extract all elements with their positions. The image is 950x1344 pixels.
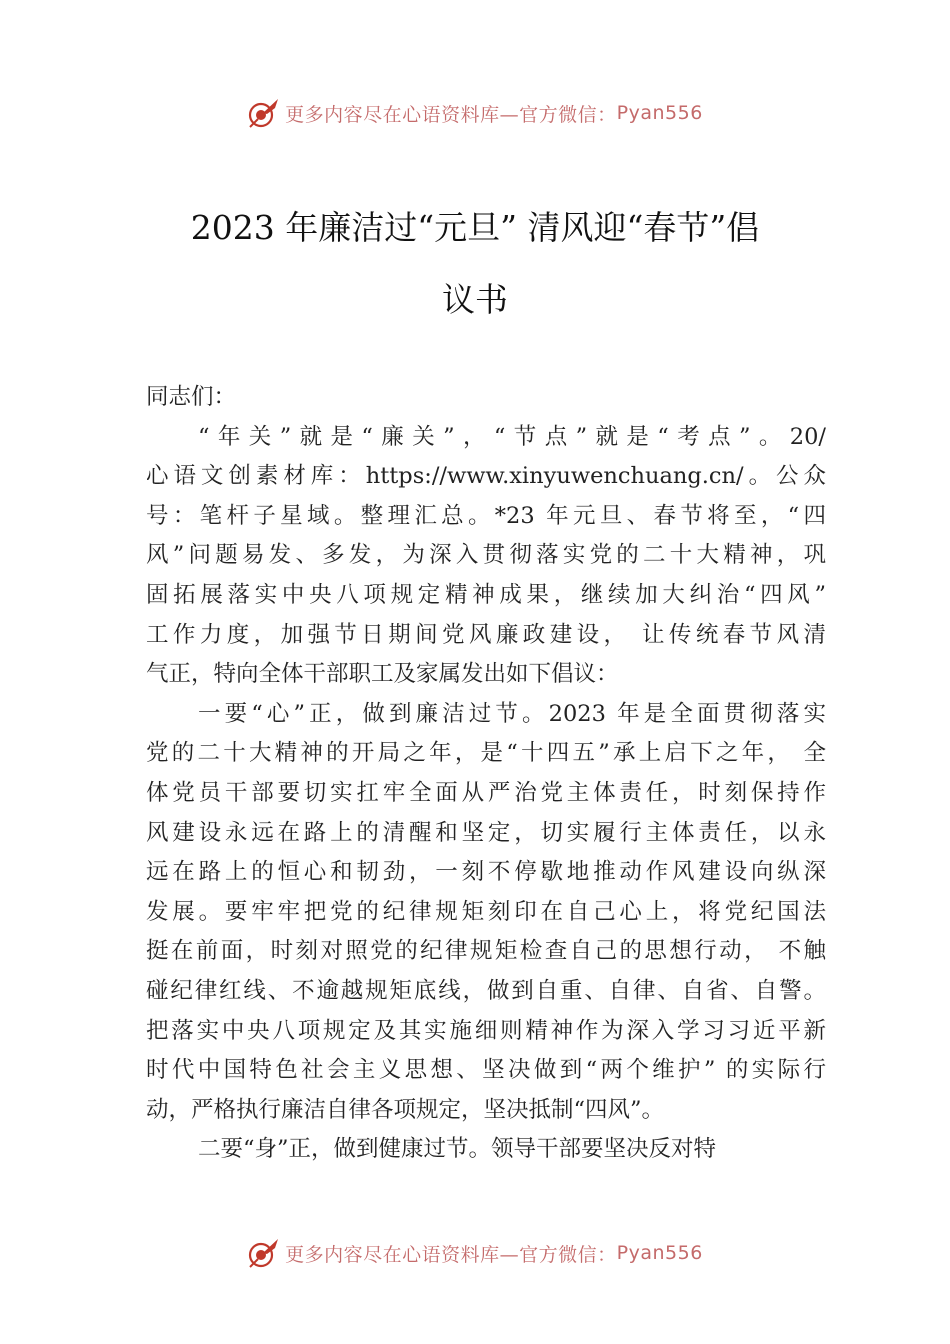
text-line: 时代中国特色社会主义思想、坚决做到“两个维护” 的实际行 (146, 1057, 826, 1084)
text-line: 体党员干部要切实扛牢全面从严治党主体责任，时刻保持作 (146, 779, 826, 806)
text-line: 发展。要牢牢把党的纪律规矩刻印在自己心上，将党纪国法 (146, 898, 826, 925)
salutation: 同志们： (146, 384, 237, 410)
watermark-wechat-id: Pyan556 (616, 1242, 703, 1264)
text-line: “年关”就是“廉关”，“节点”就是“考点”。20/ (198, 423, 826, 450)
feather-pen-seal-icon (247, 1236, 281, 1270)
document-body (146, 378, 826, 1170)
text-line: 气正，特向全体干部职工及家属发出如下倡议： (146, 661, 619, 688)
title-line-2: 议书 (442, 280, 508, 319)
text-line: 心语文创素材库：https://www.xinyuwenchuang.cn/。公众 (146, 463, 826, 490)
paragraph-2 (146, 695, 826, 1131)
watermark-text: 更多内容尽在心语资料库—官方微信： (285, 103, 617, 126)
text-line: 党的二十大精神的开局之年，是“十四五”承上启下之年， 全 (146, 740, 826, 767)
text-line: 把落实中央八项规定及其实施细则精神作为深入学习习近平新 (146, 1017, 826, 1044)
text-line: 动，严格执行廉洁自律各项规定，坚决抵制“四风”。 (146, 1096, 665, 1123)
header-watermark (0, 96, 950, 130)
text-line: 号：笔杆子星域。整理汇总。*23 年元旦、春节将至，“四 (146, 502, 826, 529)
paragraph-3 (146, 1130, 826, 1170)
document-title (100, 192, 850, 336)
footer-watermark (0, 1236, 950, 1270)
text-line: 二要“身”正，做到健康过节。领导干部要坚决反对特 (198, 1136, 717, 1163)
text-line: 风”问题易发、多发，为深入贯彻落实党的二十大精神，巩 (146, 542, 826, 569)
text-line: 远在路上的恒心和韧劲，一刻不停歇地推动作风建设向纵深 (146, 859, 826, 886)
watermark-text: 更多内容尽在心语资料库—官方微信： (285, 1243, 617, 1266)
text-line: 挺在前面，时刻对照党的纪律规矩检查自己的思想行动， 不触 (146, 938, 826, 965)
text-line: 工作力度，加强节日期间党风廉政建设， 让传统春节风清 (146, 621, 826, 648)
text-line: 一要“心”正，做到廉洁过节。2023 年是全面贯彻落实 (198, 700, 826, 727)
feather-pen-seal-icon (247, 96, 281, 130)
watermark-wechat-id: Pyan556 (616, 102, 703, 124)
text-line: 碰纪律红线、不逾越规矩底线，做到自重、自律、自省、自警。 (146, 977, 826, 1004)
text-line: 固拓展落实中央八项规定精神成果，继续加大纠治“四风” (146, 581, 826, 608)
text-line: 风建设永远在路上的清醒和坚定，切实履行主体责任，以永 (146, 819, 826, 846)
paragraph-1 (146, 418, 826, 695)
title-line-1: 2023 年廉洁过“元旦” 清风迎“春节”倡 (190, 208, 760, 247)
